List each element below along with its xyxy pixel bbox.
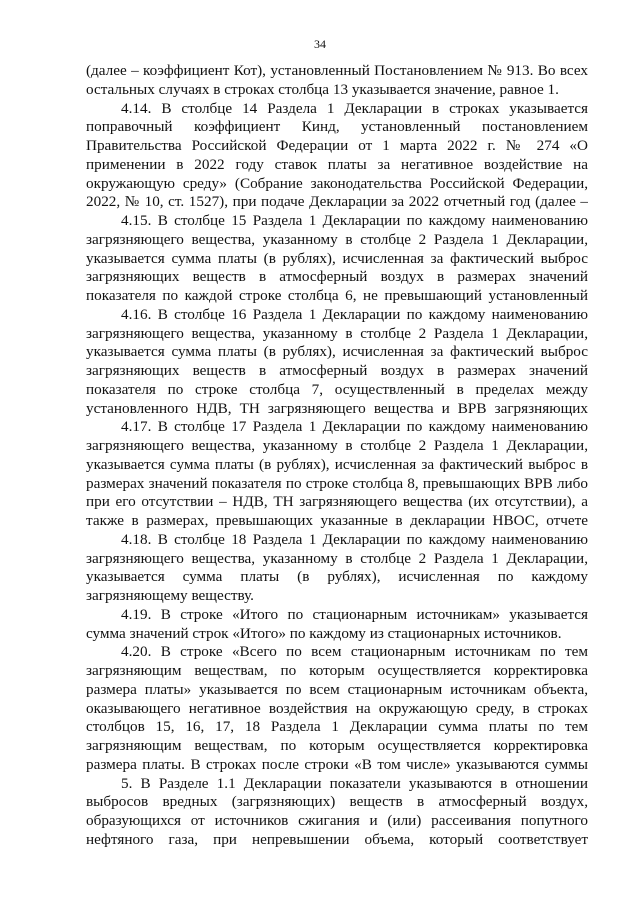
paragraph-4-19: 4.19. В строке «Итого по стационарным источникам» указывается сумма значений строк «Итого» по каждому из стационарных источников. [86, 605, 588, 642]
paragraph-4-17: 4.17. В столбце 17 Раздела 1 Декларации по каждому наименованию загрязняющего вещества, указанному в столбце 2 Раздела 1 Декларации, указывается сумма платы (в рублях), исчисленная за фактический выброс в размерах значений показателя по строке столбца 8, превышающих ВРВ либо при его отсутствии – НДВ, ТН загрязняющего вещества (их отсутствии), а также в размерах, превышающих указанные в декларации НВОС, отчете [86, 418, 588, 529]
paragraph-continuation: (далее – коэффициент Кот), установленный Постановлением № 913. Во всех остальных случаях в строках столбца 13 указывается значение, равное 1. [86, 62, 588, 98]
paragraph-4-18: 4.18. В столбце 18 Раздела 1 Декларации по каждому наименованию загрязняющего вещества, указанному в столбце 2 Раздела 1 Декларации, указывается сумма платы (в рублях), исчисленная по каждому загрязняющему веществу. [86, 530, 588, 604]
paragraph-4-20: 4.20. В строке «Всего по всем стационарным источникам по тем загрязняющим веществам, по которым осуществляется корректировка размера платы» указывается по всем стационарным источникам объекта, оказывающего негативное воздействия на окружающую среду, в строках столбцов 15, 16, 17, 18 Раздела 1 Декларации сумма платы по тем загрязняющим веществам, по которым осуществляется корректировка размера платы. В строках после строки «В том числе» указываются суммы [86, 643, 588, 773]
paragraph-5: 5. В Разделе 1.1 Декларации показатели указываются в отношении выбросов вредных (загрязняющих) веществ в атмосферный воздух, образующихся от источников сжигания и (или) рассеивания попутного нефтяного газа, при непревышении объема, который соответствует [86, 774, 588, 848]
page-number: 34 [314, 37, 326, 51]
paragraph-4-14: 4.14. В столбце 14 Раздела 1 Декларации в строках указывается поправочный коэффициент Кинд, установленный постановлением Правительства Российской Федерации от 1 марта 2022 г. № 274 «О применении в 2022 году ставок платы за негативное воздействие на окружающую среду» (Собрание законодательства Российской Федерации, 2022, № 10, ст. 1527), при подаче Декларации за 2022 отчетный год (далее – [86, 99, 588, 211]
paragraph-4-16: 4.16. В столбце 16 Раздела 1 Декларации по каждому наименованию загрязняющего вещества, указанному в столбце 2 Раздела 1 Декларации, указывается сумма платы (в рублях), исчисленная за фактический выброс загрязняющих веществ в атмосферный воздух в размерах значений показателя по строке столбца 7, осуществленный в пределах между установленного НДВ, ТН загрязняющего вещества и ВРВ загрязняющих [86, 305, 588, 417]
document-body [86, 62, 588, 850]
paragraph-4-15: 4.15. В столбце 15 Раздела 1 Декларации по каждому наименованию загрязняющего вещества, указанному в столбце 2 Раздела 1 Декларации, указывается сумма платы (в рублях), исчисленная за фактический выброс загрязняющих веществ в атмосферный воздух в размерах значений показателя по каждой строке столбца 6, не превышающий установленный [86, 212, 588, 304]
